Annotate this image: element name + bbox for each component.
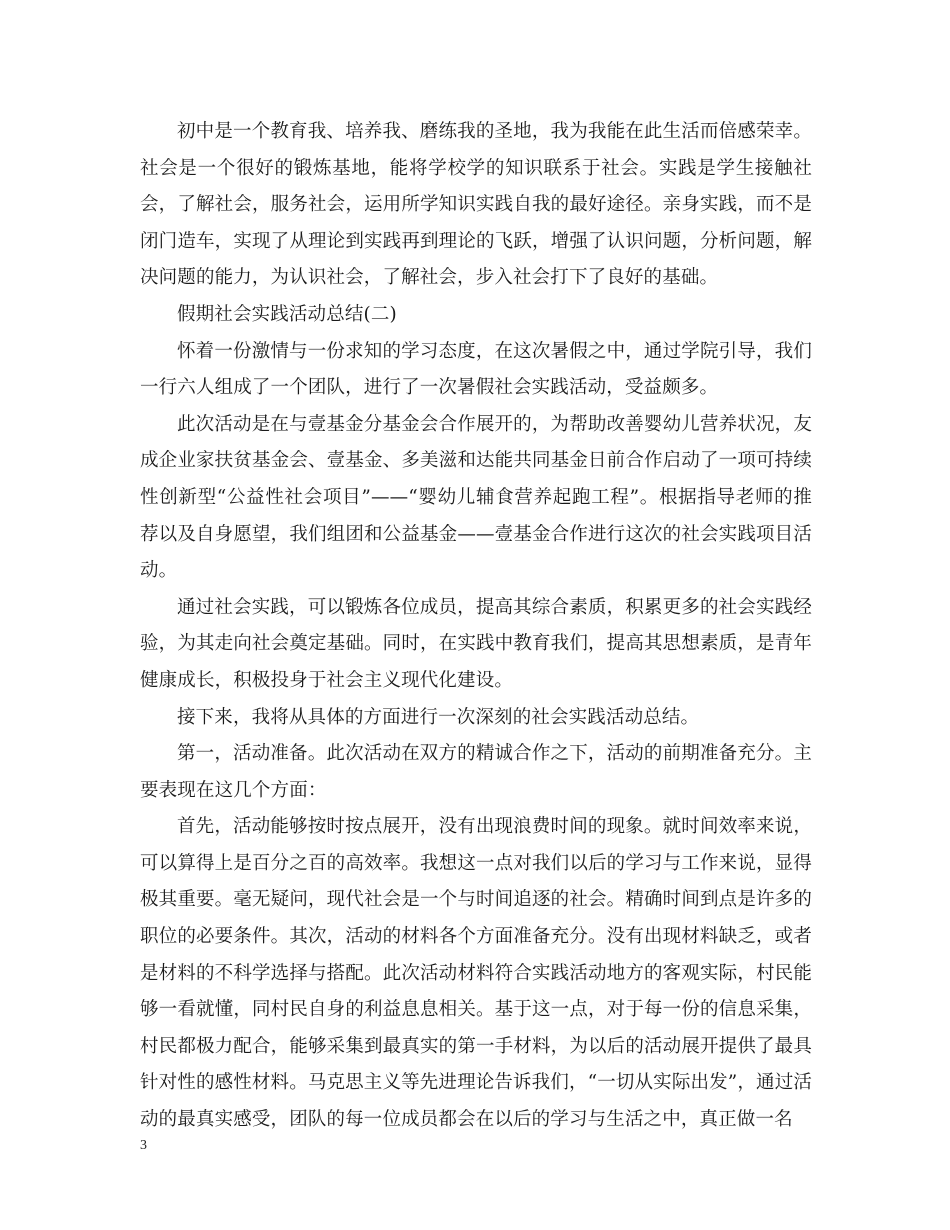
paragraph-5: 接下来，我将从具体的方面进行一次深刻的社会实践活动总结。 [177,706,700,728]
paragraph-6: 第一，活动准备。此次活动在双方的精诚合作之下，活动的前期准备充分。主要表现在这几个方面： [140,743,812,801]
section-heading: 假期社会实践活动总结(二) [177,303,397,325]
document-body [140,114,812,1139]
paragraph-3: 此次活动是在与壹基金分基金会合作展开的，为帮助改善婴幼儿营养状况，友成企业家扶贫基金会、壹基金、多美滋和达能共同基金日前合作启动了一项可持续性创新型“公益性社会项目”——“婴幼儿辅食营养起跑工程”。根据指导老师的推荐以及自身愿望，我们组团和公益基金——壹基金合作进行这次的社会实践项目活动。 [140,413,812,582]
paragraph-1: 初中是一个教育我、培养我、磨练我的圣地，我为我能在此生活而倍感荣幸。社会是一个很好的锻炼基地，能将学校学的知识联系于社会。实践是学生接触社会，了解社会，服务社会，运用所学知识实践自我的最好途径。亲身实践，而不是闭门造车，实现了从理论到实践再到理论的飞跃，增强了认识问题，分析问题，解决问题的能力，为认识社会，了解社会，步入社会打下了良好的基础。 [140,121,812,289]
paragraph-4: 通过社会实践，可以锻炼各位成员，提高其综合素质，积累更多的社会实践经验，为其走向社会奠定基础。同时，在实践中教育我们，提高其思想素质，是青年健康成长，积极投身于社会主义现代化建设。 [140,596,812,691]
paragraph-2: 怀着一份激情与一份求知的学习态度，在这次暑假之中，通过学院引导，我们一行六人组成了一个团队，进行了一次暑假社会实践活动，受益颇多。 [140,340,812,399]
page-number: 3 [140,1138,147,1153]
paragraph-7: 首先，活动能够按时按点展开，没有出现浪费时间的现象。就时间效率来说，可以算得上是百分之百的高效率。我想这一点对我们以后的学习与工作来说，显得极其重要。毫无疑问，现代社会是一个与时间追逐的社会。精确时间到点是许多的职位的必要条件。其次，活动的材料各个方面准备充分。没有出现材料缺乏，或者是材料的不科学选择与搭配。此次活动材料符合实践活动地方的客观实际，村民能够一看就懂，同村民自身的利益息息相关。基于这一点，对于每一份的信息采集，村民都极力配合，能够采集到最真实的第一手材料，为以后的活动展开提供了最具针对性的感性材料。马克思主义等先进理论告诉我们，“一切从实际出发”，通过活动的最真实感受，团队的每一位成员都会在以后的学习与生活之中，真正做一名 [140,816,812,1131]
